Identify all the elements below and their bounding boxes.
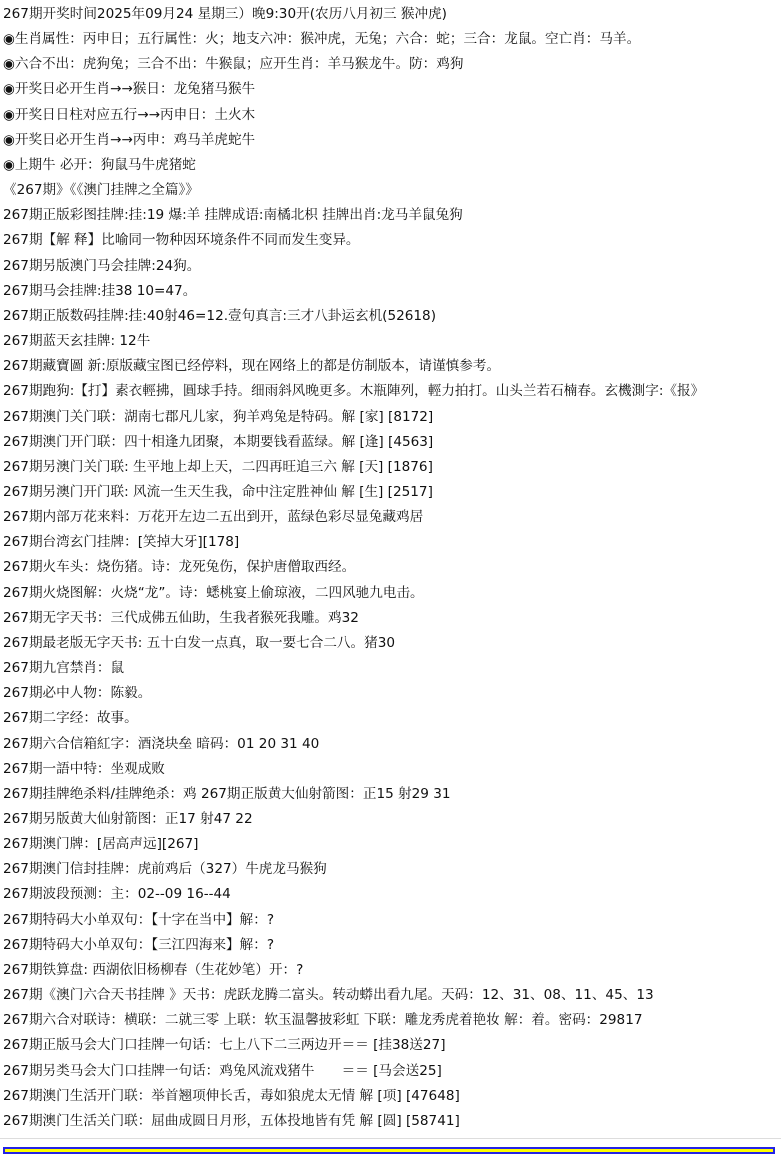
info-line: 267期开奖时间2025年09月24 星期三）晚9:30开(农历八月初三 猴冲虎) [3, 6, 447, 22]
info-line: 267期蓝天玄挂牌: 12牛 [3, 333, 151, 350]
info-line: 267期正版数码挂牌:挂:40射46=12.壹句真言:三才八卦运玄机(52618) [3, 307, 437, 324]
info-line: 267期火车头：烧伤猪。诗：龙死兔伤，保护唐僧取西经。 [3, 559, 356, 576]
info-line: ◉开奖日必开生肖→→猴日：龙兔猪马猴牛 [3, 81, 256, 98]
lottery-info-text [3, 2, 781, 1134]
info-line: 267期内部万花来料：万花开左边二五出到开，蓝绿色彩尽显兔藏鸡居 [3, 509, 424, 526]
info-line: 267期马会挂牌:挂38 10=47。 [3, 282, 197, 299]
info-line: 267期二字经：故事。 [3, 710, 138, 727]
bottom-divider [0, 1138, 781, 1139]
info-line: 267期九宫禁肖：鼠 [3, 660, 125, 677]
info-line: 267期特码大小单双句：【三江四海来】解：? [3, 936, 275, 953]
info-line: 267期必中人物：陈毅。 [3, 685, 152, 702]
info-line: 267期另版黄大仙射箭图：正17 射47 22 [3, 811, 253, 827]
info-line: 267期澳门生活开门联：举首翘项伸长舌，毒如狼虎太无情 解 [项] [47648] [3, 1087, 460, 1104]
info-line: 《267期》《《澳门挂牌之全篇》》 [3, 182, 199, 199]
info-line: 267期正版马会大门口挂牌一句话：七上八下二三两边开＝＝ [挂38送27] [3, 1037, 446, 1054]
info-line: 267期六合对联诗：横联：二就三零 上联：软玉温馨披彩虹 下联：雕龙秀虎着艳妆 解：着。密码：29817 [3, 1012, 643, 1029]
info-line: 267期另澳门关门联: 生平地上却上天，二四再旺追三六 解 [天] [1876] [3, 458, 433, 475]
info-line: 267期另澳门开门联: 风流一生天生我，命中注定胜神仙 解 [生] [2517] [3, 483, 433, 500]
info-line: 267期澳门关门联：湖南七郡凡儿家，狗羊鸡兔是特码。解 [家] [8172] [3, 408, 434, 425]
info-line: 267期澳门开门联：四十相逢九团聚，本期要钱看蓝绿。解 [逢] [4563] [3, 433, 434, 450]
info-line: 267期最老版无字天书: 五十白发一点真，取一要七合二八。猪30 [3, 634, 395, 651]
info-line: 267期挂牌绝杀料/挂牌绝杀：鸡 267期正版黄大仙射箭图：正15 射29 31 [3, 785, 451, 802]
info-line: ◉上期牛 必开：狗鼠马牛虎猪蛇 [3, 156, 196, 173]
info-line: 267期澳门牌：[居高声远][267] [3, 836, 199, 853]
info-line: 267期澳门信封挂牌：虎前鸡后（327）牛虎龙马猴狗 [3, 861, 327, 878]
info-line: 267期无字天书：三代成佛五仙助，生我者猴死我雕。鸡32 [3, 609, 359, 626]
info-line: 267期【解 释】比喻同一物种因环境条件不同而发生变异。 [3, 232, 360, 249]
info-line: 267期正版彩图挂牌:挂:19 爆:羊 挂牌成语:南橘北枳 挂牌出肖:龙马羊鼠兔狗 [3, 207, 463, 224]
info-line: 267期另类马会大门口挂牌一句话：鸡兔风流戏猪牛 ＝＝ [马会送25] [3, 1062, 442, 1079]
info-line: 267期《澳门六合天书挂牌 》天书：虎跃龙腾二富头。转动蟒出看九尾。天码：12、31、08、11、45、13 [3, 987, 654, 1004]
info-line: 267期波段预测：主：02--09 16--44 [3, 886, 231, 903]
info-line: 267期火烧图解：火烧“龙”。诗：蟋桃宴上偷琼液，二四风驰九电击。 [3, 584, 424, 601]
info-line: 267期藏寶圖 新:原版藏宝图已经停料，现在网络上的都是仿制版本，请谨慎参考。 [3, 358, 501, 375]
info-line: 267期一語中特：坐观成败 [3, 760, 165, 777]
info-line: 267期特码大小单双句：【十字在当中】解：? [3, 911, 275, 928]
info-line: 267期跑狗:【打】素衣輕拂，圓球手持。细雨斜风晚更多。木瓶陣列，輕力拍打。山头兰若石楠春。玄機測字:《报》 [3, 383, 705, 400]
info-line: 267期台湾玄门挂牌：[笑掉大牙][178] [3, 534, 240, 551]
info-line: ◉开奖日必开生肖→→丙申：鸡马羊虎蛇牛 [3, 131, 256, 148]
info-line: 267期六合信箱紅字：酒浇块垒 暗码：01 20 31 40 [3, 735, 320, 752]
info-line: ◉开奖日日柱对应五行→→丙申日：土火木 [3, 106, 256, 123]
highlight-bar [3, 1147, 775, 1154]
info-line: 267期铁算盘: 西湖依旧杨柳春（生花妙笔）开：? [3, 961, 304, 978]
info-line: ◉六合不出：虎狗兔；三合不出：牛猴鼠；应开生肖：羊马猴龙牛。防：鸡狗 [3, 56, 464, 73]
info-line: 267期澳门生活关门联：屈曲成圆日月形，五体投地皆有凭 解 [圆] [58741] [3, 1112, 460, 1129]
info-line: ◉生肖属性：丙申日；五行属性：火；地支六冲：猴冲虎，无兔；六合：蛇；三合：龙鼠。空亡肖：马羊。 [3, 31, 641, 48]
info-line: 267期另版澳门马会挂牌:24狗。 [3, 257, 201, 274]
